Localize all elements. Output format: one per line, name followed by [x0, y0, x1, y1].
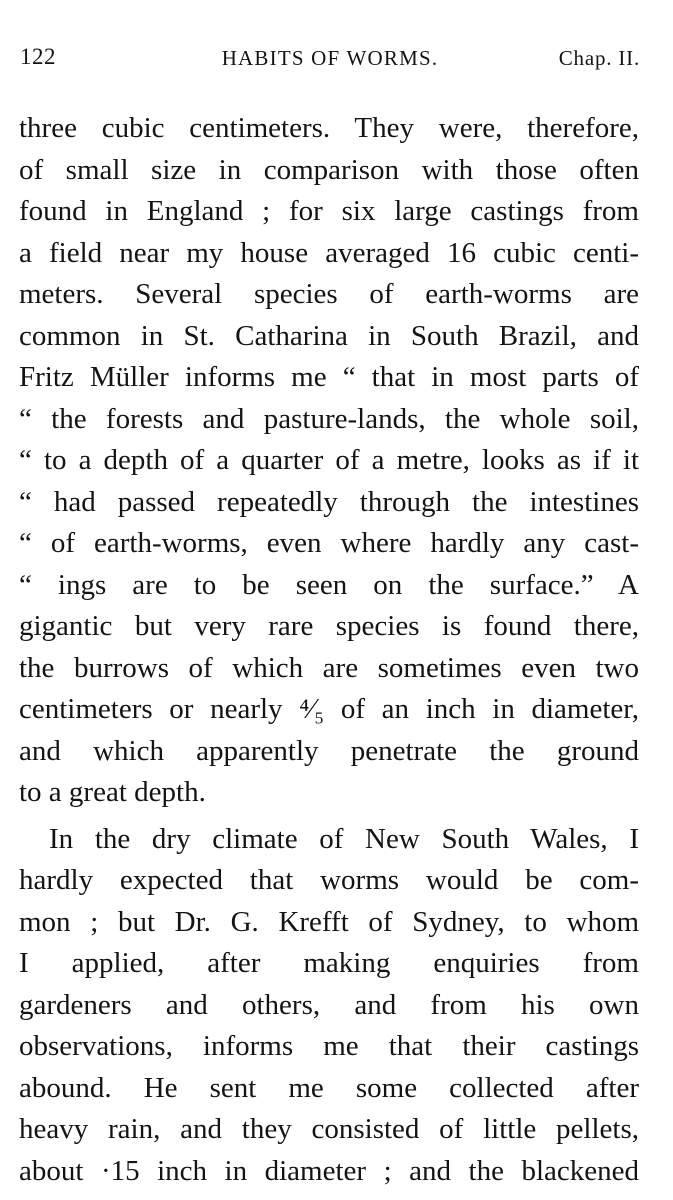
- text-line: I applied, after making enquiries from: [19, 947, 639, 979]
- text-line: “ to a depth of a quarter of a metre, looks as if it: [19, 444, 639, 476]
- text-line: the burrows of which are sometimes even two: [19, 651, 639, 684]
- text-line: three cubic centimeters. They were, therefore,: [19, 112, 639, 144]
- paragraph: [19, 819, 639, 1193]
- body-text: [19, 108, 639, 1192]
- text-line: and which apparently penetrate the ground: [19, 734, 639, 767]
- running-title: HABITS OF WORMS.: [221, 46, 439, 70]
- text-line: observations, informs me that their castings: [19, 1030, 639, 1062]
- text-line: about ·15 inch in diameter ; and the blackened: [19, 1154, 639, 1187]
- chapter-label: Chap. II.: [558, 46, 640, 70]
- text-line: abound. He sent me some collected after: [19, 1071, 639, 1104]
- text-line: to a great depth.: [19, 776, 206, 808]
- text-line: found in England ; for six large castings from: [19, 195, 639, 227]
- text-line: gardeners and others, and from his own: [19, 988, 639, 1021]
- text-line: Fritz Müller informs me “ that in most parts of: [19, 361, 639, 393]
- text-line: heavy rain, and they consisted of little pellets,: [19, 1113, 639, 1145]
- text-line: gigantic but very rare species is found there,: [19, 610, 639, 642]
- text-line: “ had passed repeatedly through the intestines: [19, 485, 639, 518]
- text-line: of small size in comparison with those often: [19, 153, 639, 186]
- text-line: common in St. Catharina in South Brazil, and: [19, 319, 639, 352]
- page-number: 122: [20, 44, 56, 69]
- running-header: [20, 44, 640, 78]
- text-line: a field near my house averaged 16 cubic centi-: [19, 236, 639, 269]
- text-line: meters. Several species of earth-worms are: [19, 278, 639, 310]
- paragraph: [19, 108, 639, 814]
- text-line: “ the forests and pasture-lands, the whole soil,: [19, 402, 639, 435]
- text-line: “ ings are to be seen on the surface.” A: [19, 568, 639, 601]
- text-line: mon ; but Dr. G. Krefft of Sydney, to whom: [19, 905, 639, 938]
- text-line: “ of earth-worms, even where hardly any cast-: [19, 527, 639, 559]
- text-line: In the dry climate of New South Wales, I: [49, 822, 639, 855]
- text-line: centimeters or nearly ⁴⁄₅ of an inch in diameter,: [19, 693, 639, 725]
- text-line: hardly expected that worms would be com-: [19, 864, 639, 896]
